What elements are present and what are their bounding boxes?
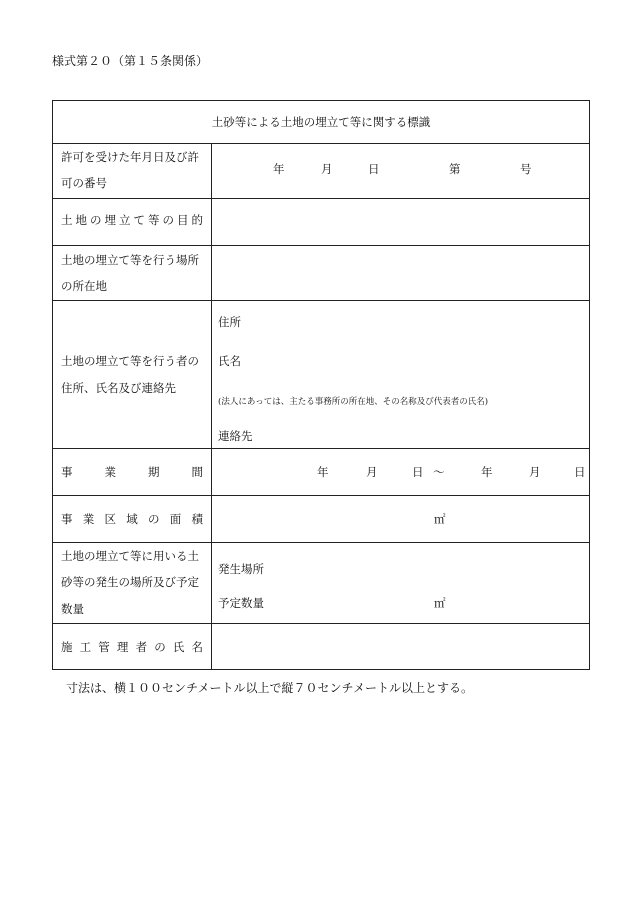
form-number: 様式第２０（第１５条関係） (52, 54, 209, 68)
operator-label-line1: 土地の埋立て等を行う者の (61, 354, 199, 368)
period-day-end: 日 (574, 465, 586, 479)
permit-label-line2: 可の番号 (61, 176, 107, 190)
permit-month: 月 (321, 162, 333, 176)
row-divider (53, 448, 589, 449)
row-divider (53, 495, 589, 496)
permit-dai: 第 (449, 162, 461, 176)
row-divider (53, 623, 589, 624)
soil-label-line3: 数量 (61, 602, 84, 616)
period-year-end: 年 (481, 465, 493, 479)
permit-go: 号 (520, 162, 532, 176)
soil-label-line1: 土地の埋立て等に用いる土 (61, 549, 199, 563)
contact-field-label: 連絡先 (218, 429, 253, 443)
permit-label-line1: 許可を受けた年月日及び許 (61, 150, 199, 164)
location-label-line2: の所在地 (61, 279, 107, 293)
sign-title: 土砂等による土地の埋立て等に関する標識 (211, 115, 431, 129)
period-wave-dash: ～ (433, 465, 445, 479)
sign-table (52, 100, 590, 670)
origin-field-label: 発生場所 (218, 562, 264, 576)
permit-year: 年 (273, 162, 285, 176)
period-month-start: 月 (366, 465, 378, 479)
row-divider (53, 542, 589, 543)
period-month-end: 月 (529, 465, 541, 479)
row-divider (53, 143, 589, 144)
purpose-label: 土地の埋立て等の目的 (61, 213, 203, 227)
manager-label: 施工管理者の氏名 (61, 640, 203, 654)
size-footnote: 寸法は、横１００センチメートル以上で縦７０センチメートル以上とする。 (66, 681, 474, 695)
address-field-label: 住所 (218, 315, 241, 329)
name-field-label: 氏名 (218, 354, 241, 368)
period-label: 事業期間 (61, 465, 203, 479)
row-divider (53, 245, 589, 246)
operator-label-line2: 住所、氏名及び連絡先 (61, 381, 176, 395)
permit-day: 日 (368, 162, 380, 176)
period-day-start: 日 (412, 465, 424, 479)
row-divider (53, 198, 589, 199)
column-divider (211, 143, 212, 669)
quantity-unit: ㎡ (434, 596, 446, 610)
soil-label-line2: 砂等の発生の場所及び予定 (61, 575, 199, 589)
corporate-note: (法人にあっては、主たる事務所の所在地、その名称及び代表者の氏名) (218, 397, 489, 407)
area-label: 事業区域の面積 (61, 512, 203, 526)
period-year-start: 年 (317, 465, 329, 479)
quantity-field-label: 予定数量 (218, 596, 264, 610)
row-divider (53, 300, 589, 301)
location-label-line1: 土地の埋立て等を行う場所 (61, 253, 199, 267)
area-unit: ㎡ (434, 512, 446, 526)
